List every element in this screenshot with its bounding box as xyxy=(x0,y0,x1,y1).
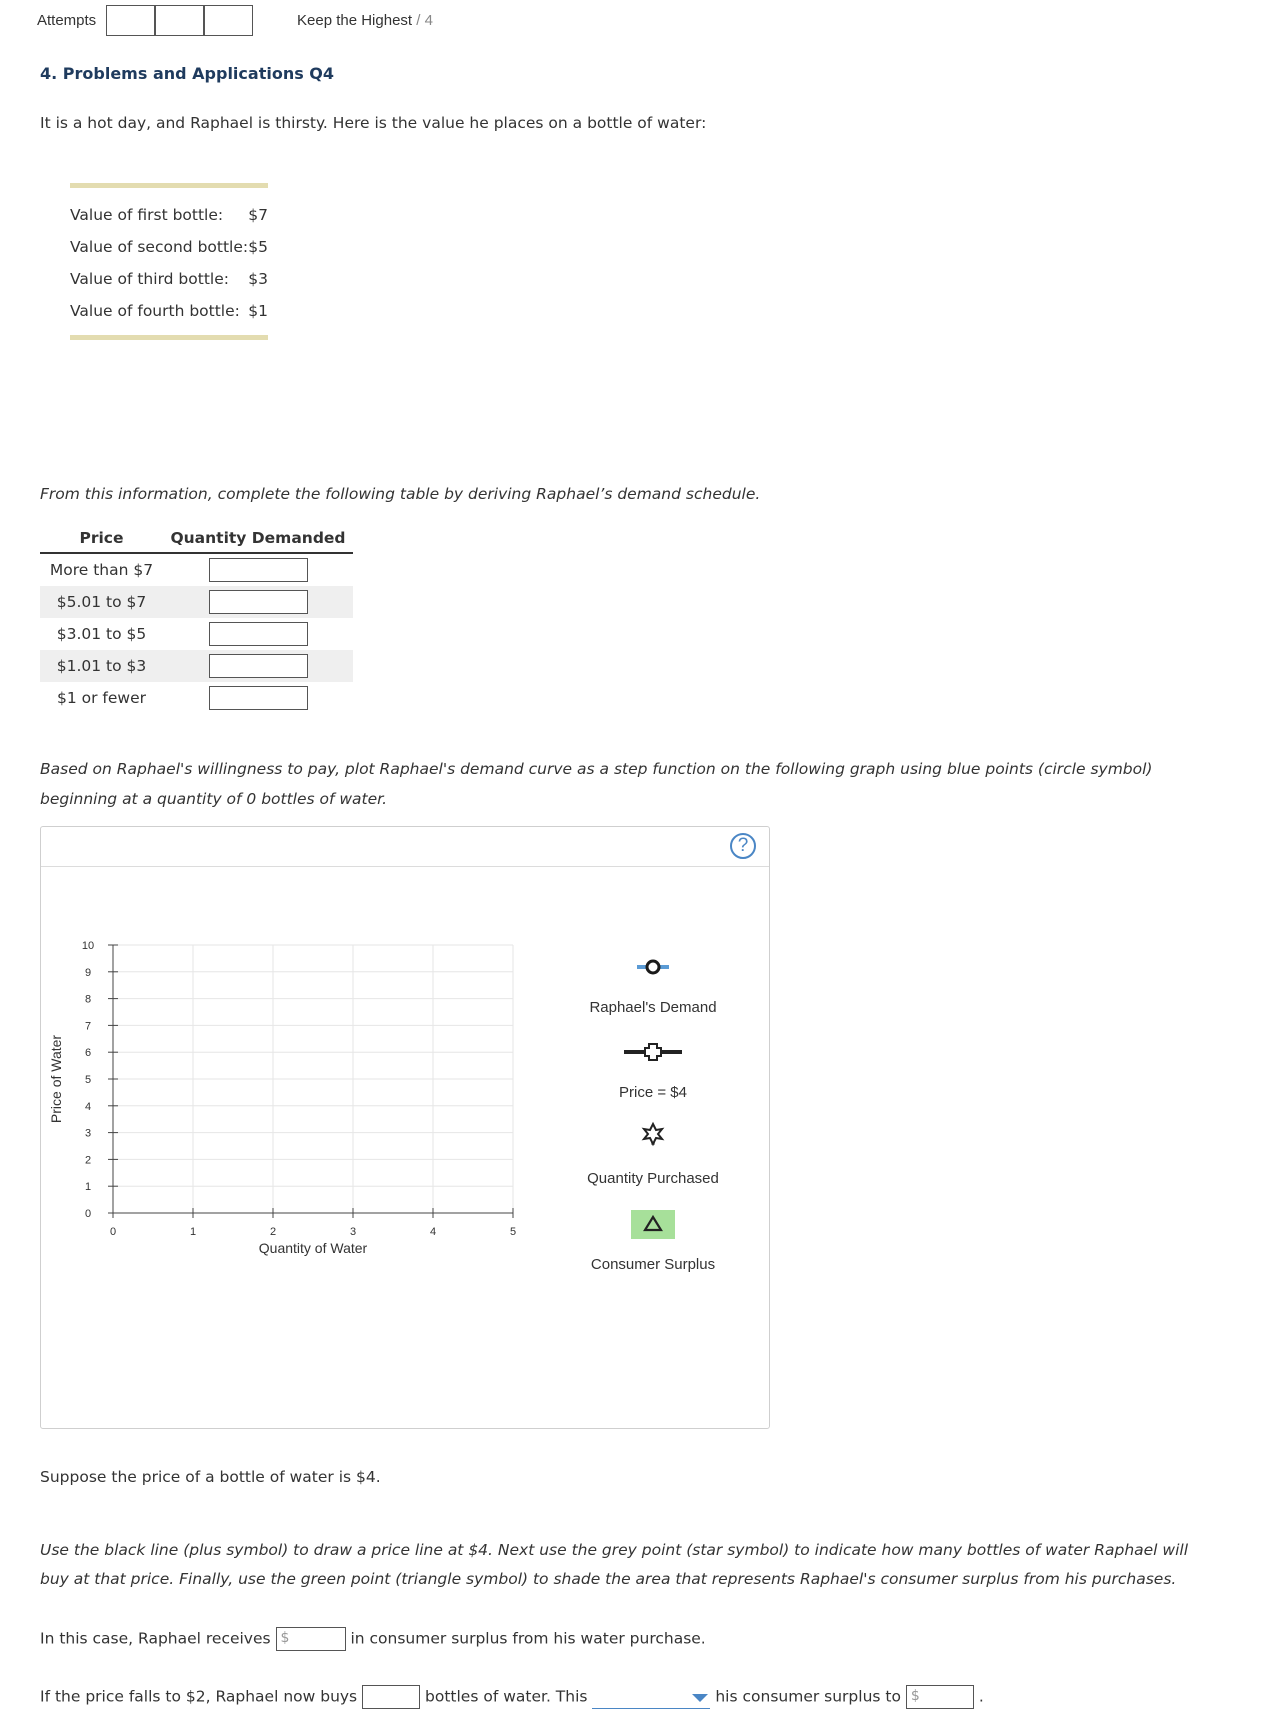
keep-highest-label xyxy=(297,12,433,29)
keep-label: Keep the Highest xyxy=(297,12,413,29)
y-tick-label: 10 xyxy=(81,940,95,952)
fall-text-middle: bottles of water. This xyxy=(425,1687,588,1706)
attempts-label: Attempts xyxy=(37,12,97,29)
consumer-surplus-tool[interactable] xyxy=(631,1210,675,1239)
intro-text: It is a hot day, and Raphael is thirsty. Here is the value he places on a bottle of water: xyxy=(40,114,707,132)
table-border-bottom xyxy=(70,335,268,340)
graph-svg xyxy=(41,827,769,1428)
quantity-header: Quantity Demanded xyxy=(170,529,346,547)
table-instruction: From this information, complete the following table by deriving Raphael’s demand schedule. xyxy=(40,485,761,503)
price-cell: More than $7 xyxy=(49,561,154,579)
plot-area[interactable] xyxy=(48,940,516,1256)
x-axis-label: Quantity of Water xyxy=(258,1240,368,1256)
legend-quantity-label: Quantity Purchased xyxy=(587,1170,719,1187)
tool-instruction-line1: Use the black line (plus symbol) to draw a price line at $4. Next use the grey point (star symbol) to indicate how many bottles of water Raphael will xyxy=(40,1541,1189,1559)
consumer-surplus-sentence xyxy=(40,1627,706,1651)
chevron-down-icon xyxy=(692,1694,708,1702)
value-label: Value of second bottle: xyxy=(70,238,249,256)
price-header: Price xyxy=(79,529,124,547)
tool-instruction-line2: buy at that price. Finally, use the green point (triangle symbol) to shade the area that represents Raphael's consumer surplus from his purchases. xyxy=(40,1570,1177,1588)
change-dropdown[interactable] xyxy=(592,1686,710,1709)
dollar-prefix: $ xyxy=(280,1630,290,1646)
price-cell: $1 or fewer xyxy=(56,689,146,707)
y-tick-label: 5 xyxy=(84,1074,92,1086)
value-amount: $1 xyxy=(248,302,268,320)
quantity-purchased-tool[interactable] xyxy=(644,1124,662,1145)
graph-panel xyxy=(40,826,770,1429)
cs-text-after: in consumer surplus from his water purchase. xyxy=(350,1629,706,1648)
value-table xyxy=(70,183,268,340)
attempt-box xyxy=(204,5,253,36)
x-tick-label: 0 xyxy=(109,1226,117,1238)
y-tick-label: 0 xyxy=(84,1208,92,1220)
legend-demand-label: Raphael's Demand xyxy=(589,999,717,1016)
attempt-box xyxy=(106,5,155,36)
table-row xyxy=(40,650,353,682)
y-tick-label: 3 xyxy=(84,1127,92,1140)
fall-text-end: . xyxy=(978,1687,984,1706)
table-row xyxy=(40,586,353,618)
value-amount: $5 xyxy=(248,238,268,256)
quantity-input[interactable] xyxy=(209,558,308,582)
value-row xyxy=(70,295,268,327)
graph-instruction-line1: Based on Raphael's willingness to pay, plot Raphael's demand curve as a step function on the following graph using blue points (circle symbol) xyxy=(40,760,1153,778)
x-tick-label: 4 xyxy=(429,1226,437,1238)
x-tick-label: 1 xyxy=(189,1226,197,1238)
keep-total: / 4 xyxy=(416,12,433,29)
new-surplus-input[interactable] xyxy=(906,1685,974,1709)
table-header xyxy=(40,525,353,554)
x-tick-label: 5 xyxy=(509,1226,517,1238)
consumer-surplus-input[interactable] xyxy=(276,1627,346,1651)
value-row xyxy=(70,231,268,263)
legend-price-label: Price = $4 xyxy=(619,1084,687,1101)
demand-schedule-table xyxy=(40,525,353,714)
star-icon xyxy=(644,1124,662,1144)
price-cell: $3.01 to $5 xyxy=(56,625,147,643)
price-statement: Suppose the price of a bottle of water is $4. xyxy=(40,1468,381,1486)
value-label: Value of fourth bottle: xyxy=(70,302,240,320)
value-row xyxy=(70,199,268,231)
value-label: Value of first bottle: xyxy=(70,206,224,224)
y-tick-label: 4 xyxy=(84,1100,92,1113)
cs-text-before: In this case, Raphael receives xyxy=(40,1629,271,1648)
table-row xyxy=(40,682,353,714)
help-icon[interactable]: ? xyxy=(730,833,756,859)
dollar-prefix: $ xyxy=(910,1688,920,1704)
quantity-input[interactable] xyxy=(209,686,308,710)
fall-text-after: his consumer surplus to xyxy=(715,1687,901,1706)
price-cell: $5.01 to $7 xyxy=(56,593,147,611)
attempt-box xyxy=(155,5,204,36)
quantity-input[interactable] xyxy=(209,622,308,646)
y-tick-label: 6 xyxy=(84,1047,92,1060)
y-tick-label: 2 xyxy=(84,1154,92,1167)
value-amount: $3 xyxy=(248,270,268,288)
legend-surplus-label: Consumer Surplus xyxy=(590,1256,716,1273)
y-tick-label: 9 xyxy=(84,966,92,979)
graph-instruction-line2: beginning at a quantity of 0 bottles of water. xyxy=(40,790,388,808)
demand-tool[interactable] xyxy=(637,961,669,973)
circle-icon xyxy=(647,961,659,973)
bottles-input[interactable] xyxy=(362,1685,420,1709)
value-row xyxy=(70,263,268,295)
price-fall-sentence xyxy=(40,1685,984,1709)
x-tick-label: 2 xyxy=(269,1226,277,1238)
y-tick-label: 7 xyxy=(84,1020,92,1033)
fall-text-before: If the price falls to $2, Raphael now buys xyxy=(40,1687,358,1706)
y-tick-label: 8 xyxy=(84,993,92,1006)
table-row xyxy=(40,554,353,586)
y-axis-label: Price of Water xyxy=(48,1034,64,1124)
y-tick-label: 1 xyxy=(84,1181,92,1194)
value-label: Value of third bottle: xyxy=(70,270,229,288)
question-title: 4. Problems and Applications Q4 xyxy=(40,64,335,83)
quantity-input[interactable] xyxy=(209,590,308,614)
surplus-swatch xyxy=(631,1210,675,1239)
x-tick-label: 3 xyxy=(349,1226,357,1238)
quantity-input[interactable] xyxy=(209,654,308,678)
table-row xyxy=(40,618,353,650)
value-amount: $7 xyxy=(248,206,268,224)
price-cell: $1.01 to $3 xyxy=(56,657,147,675)
price-line-tool[interactable] xyxy=(624,1044,682,1060)
legend-palette xyxy=(587,961,719,1273)
plus-icon xyxy=(645,1044,661,1060)
